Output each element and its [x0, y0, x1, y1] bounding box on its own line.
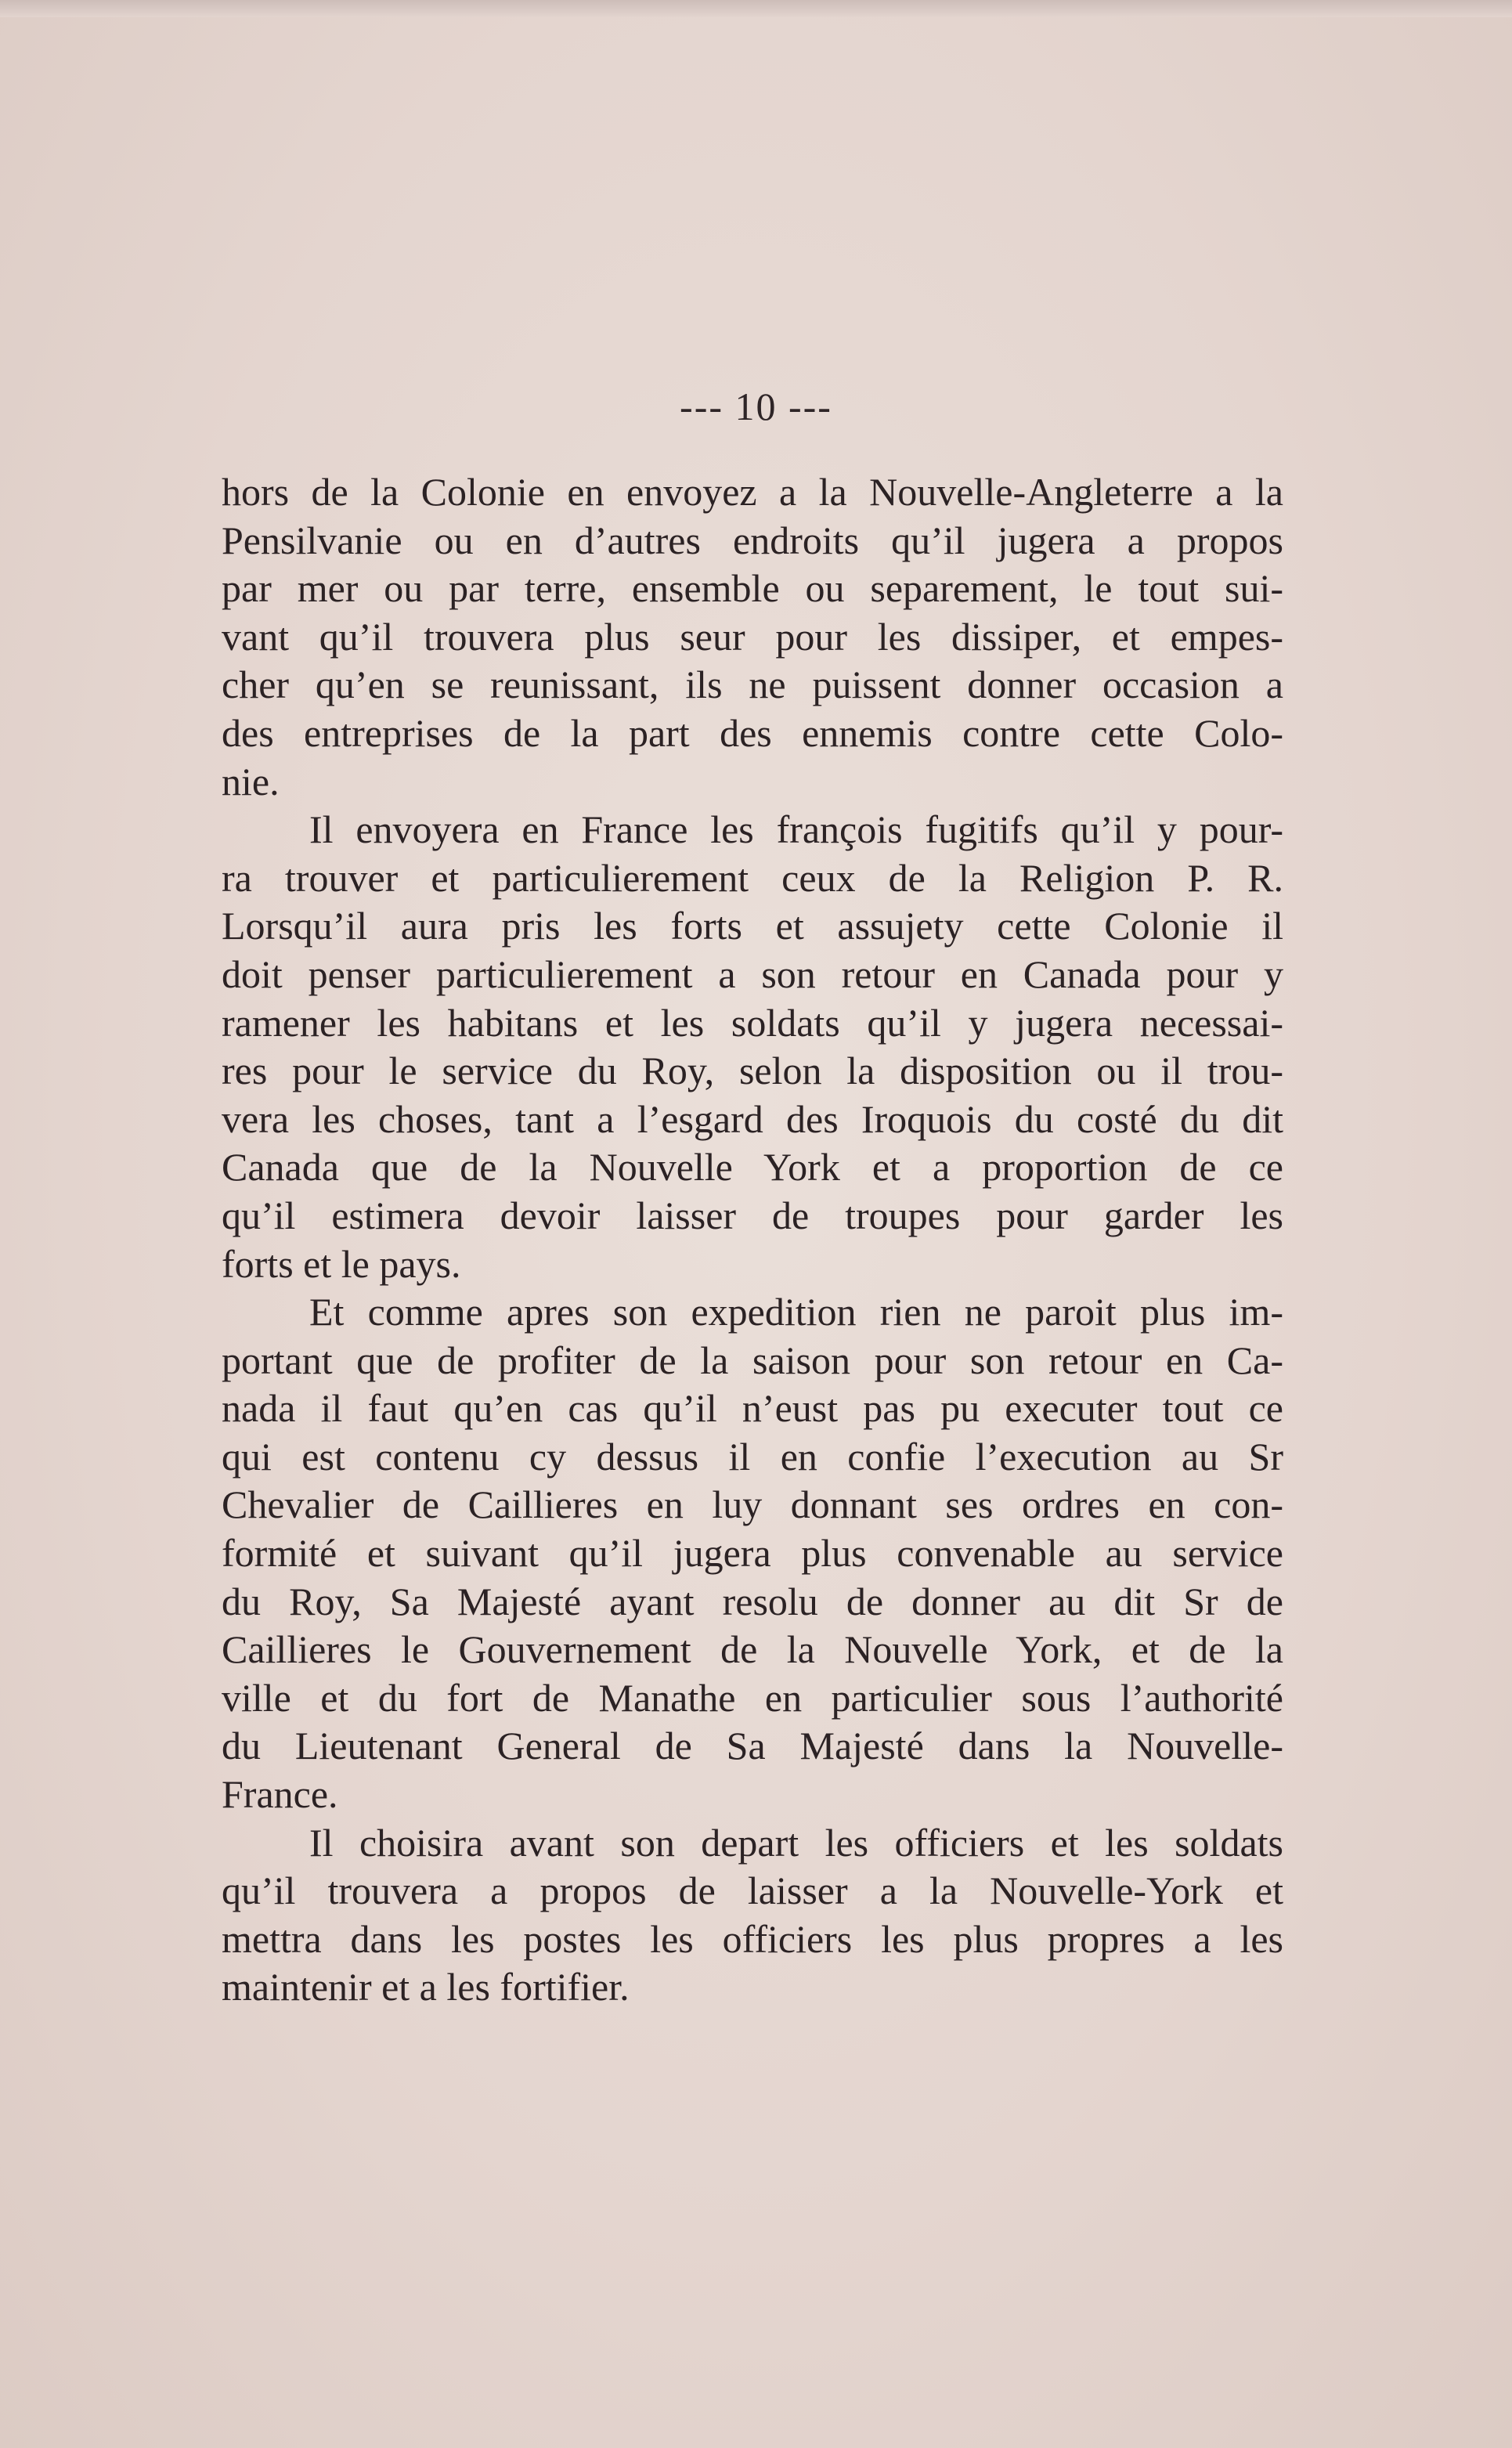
text-line: hors de la Colonie en envoyez a la Nouvelle-Angleterre a la: [222, 470, 1283, 514]
text-line: portant que de profiter de la saison pour son retour en Ca-: [222, 1338, 1283, 1382]
text-line: Chevalier de Caillieres en luy donnant ses ordres en con-: [222, 1482, 1283, 1527]
text-line: vant qu’il trouvera plus seur pour les dissiper, et empes-: [222, 614, 1283, 659]
text-line: ville et du fort de Manathe en particulier sous l’authorité: [222, 1675, 1283, 1720]
text-line: qu’il trouvera a propos de laisser a la Nouvelle-York et: [222, 1868, 1283, 1913]
text-line: forts et le pays.: [222, 1241, 461, 1286]
body-text: [222, 468, 1283, 2012]
text-line: ra trouver et particulierement ceux de la Religion P. R.: [222, 855, 1283, 900]
text-line: nie.: [222, 759, 280, 803]
text-line: Pensilvanie ou en d’autres endroits qu’il jugera a propos: [222, 518, 1283, 562]
text-line: par mer ou par terre, ensemble ou separement, le tout sui-: [222, 566, 1283, 611]
text-line: ramener les habitans et les soldats qu’il y jugera necessai-: [222, 1000, 1283, 1045]
text-line: du Roy, Sa Majesté ayant resolu de donner au dit Sr de: [222, 1579, 1283, 1623]
page-top-edge: [0, 0, 1512, 17]
paragraph-first-line: Et comme apres son expedition rien ne paroit plus im-: [309, 1290, 1283, 1334]
text-line: qui est contenu cy dessus il en confie l’execution au Sr: [222, 1434, 1283, 1479]
text-line: formité et suivant qu’il jugera plus convenable au service: [222, 1531, 1283, 1576]
text-line: maintenir et a les fortifier.: [222, 1965, 630, 2009]
text-line: Canada que de la Nouvelle York et a proportion de ce: [222, 1145, 1283, 1190]
paragraph-first-line: Il choisira avant son depart les officiers et les soldats: [309, 1820, 1283, 1865]
text-line: doit penser particulierement a son retour en Canada pour y: [222, 951, 1283, 996]
text-line: des entreprises de la part des ennemis contre cette Colo-: [222, 710, 1283, 755]
text-line: du Lieutenant General de Sa Majesté dans la Nouvelle-: [222, 1724, 1283, 1768]
text-line: qu’il estimera devoir laisser de troupes pour garder les: [222, 1193, 1283, 1237]
text-line: vera les choses, tant a l’esgard des Iroquois du costé du dit: [222, 1096, 1283, 1141]
text-line: Caillieres le Gouvernement de la Nouvelle York, et de la: [222, 1627, 1283, 1672]
paragraph-first-line: Il envoyera en France les françois fugitifs qu’il y pour-: [309, 807, 1283, 852]
text-line: cher qu’en se reunissant, ils ne puissent donner occasion a: [222, 663, 1283, 707]
text-line: res pour le service du Roy, selon la disposition ou il trou-: [222, 1049, 1283, 1093]
text-line: nada il faut qu’en cas qu’il n’eust pas pu executer tout ce: [222, 1386, 1283, 1431]
text-line: mettra dans les postes les officiers les plus propres a les: [222, 1916, 1283, 1961]
page-number: --- 10 ---: [680, 385, 832, 428]
text-line: France.: [222, 1772, 338, 1817]
text-line: Lorsqu’il aura pris les forts et assujety cette Colonie il: [222, 904, 1283, 948]
